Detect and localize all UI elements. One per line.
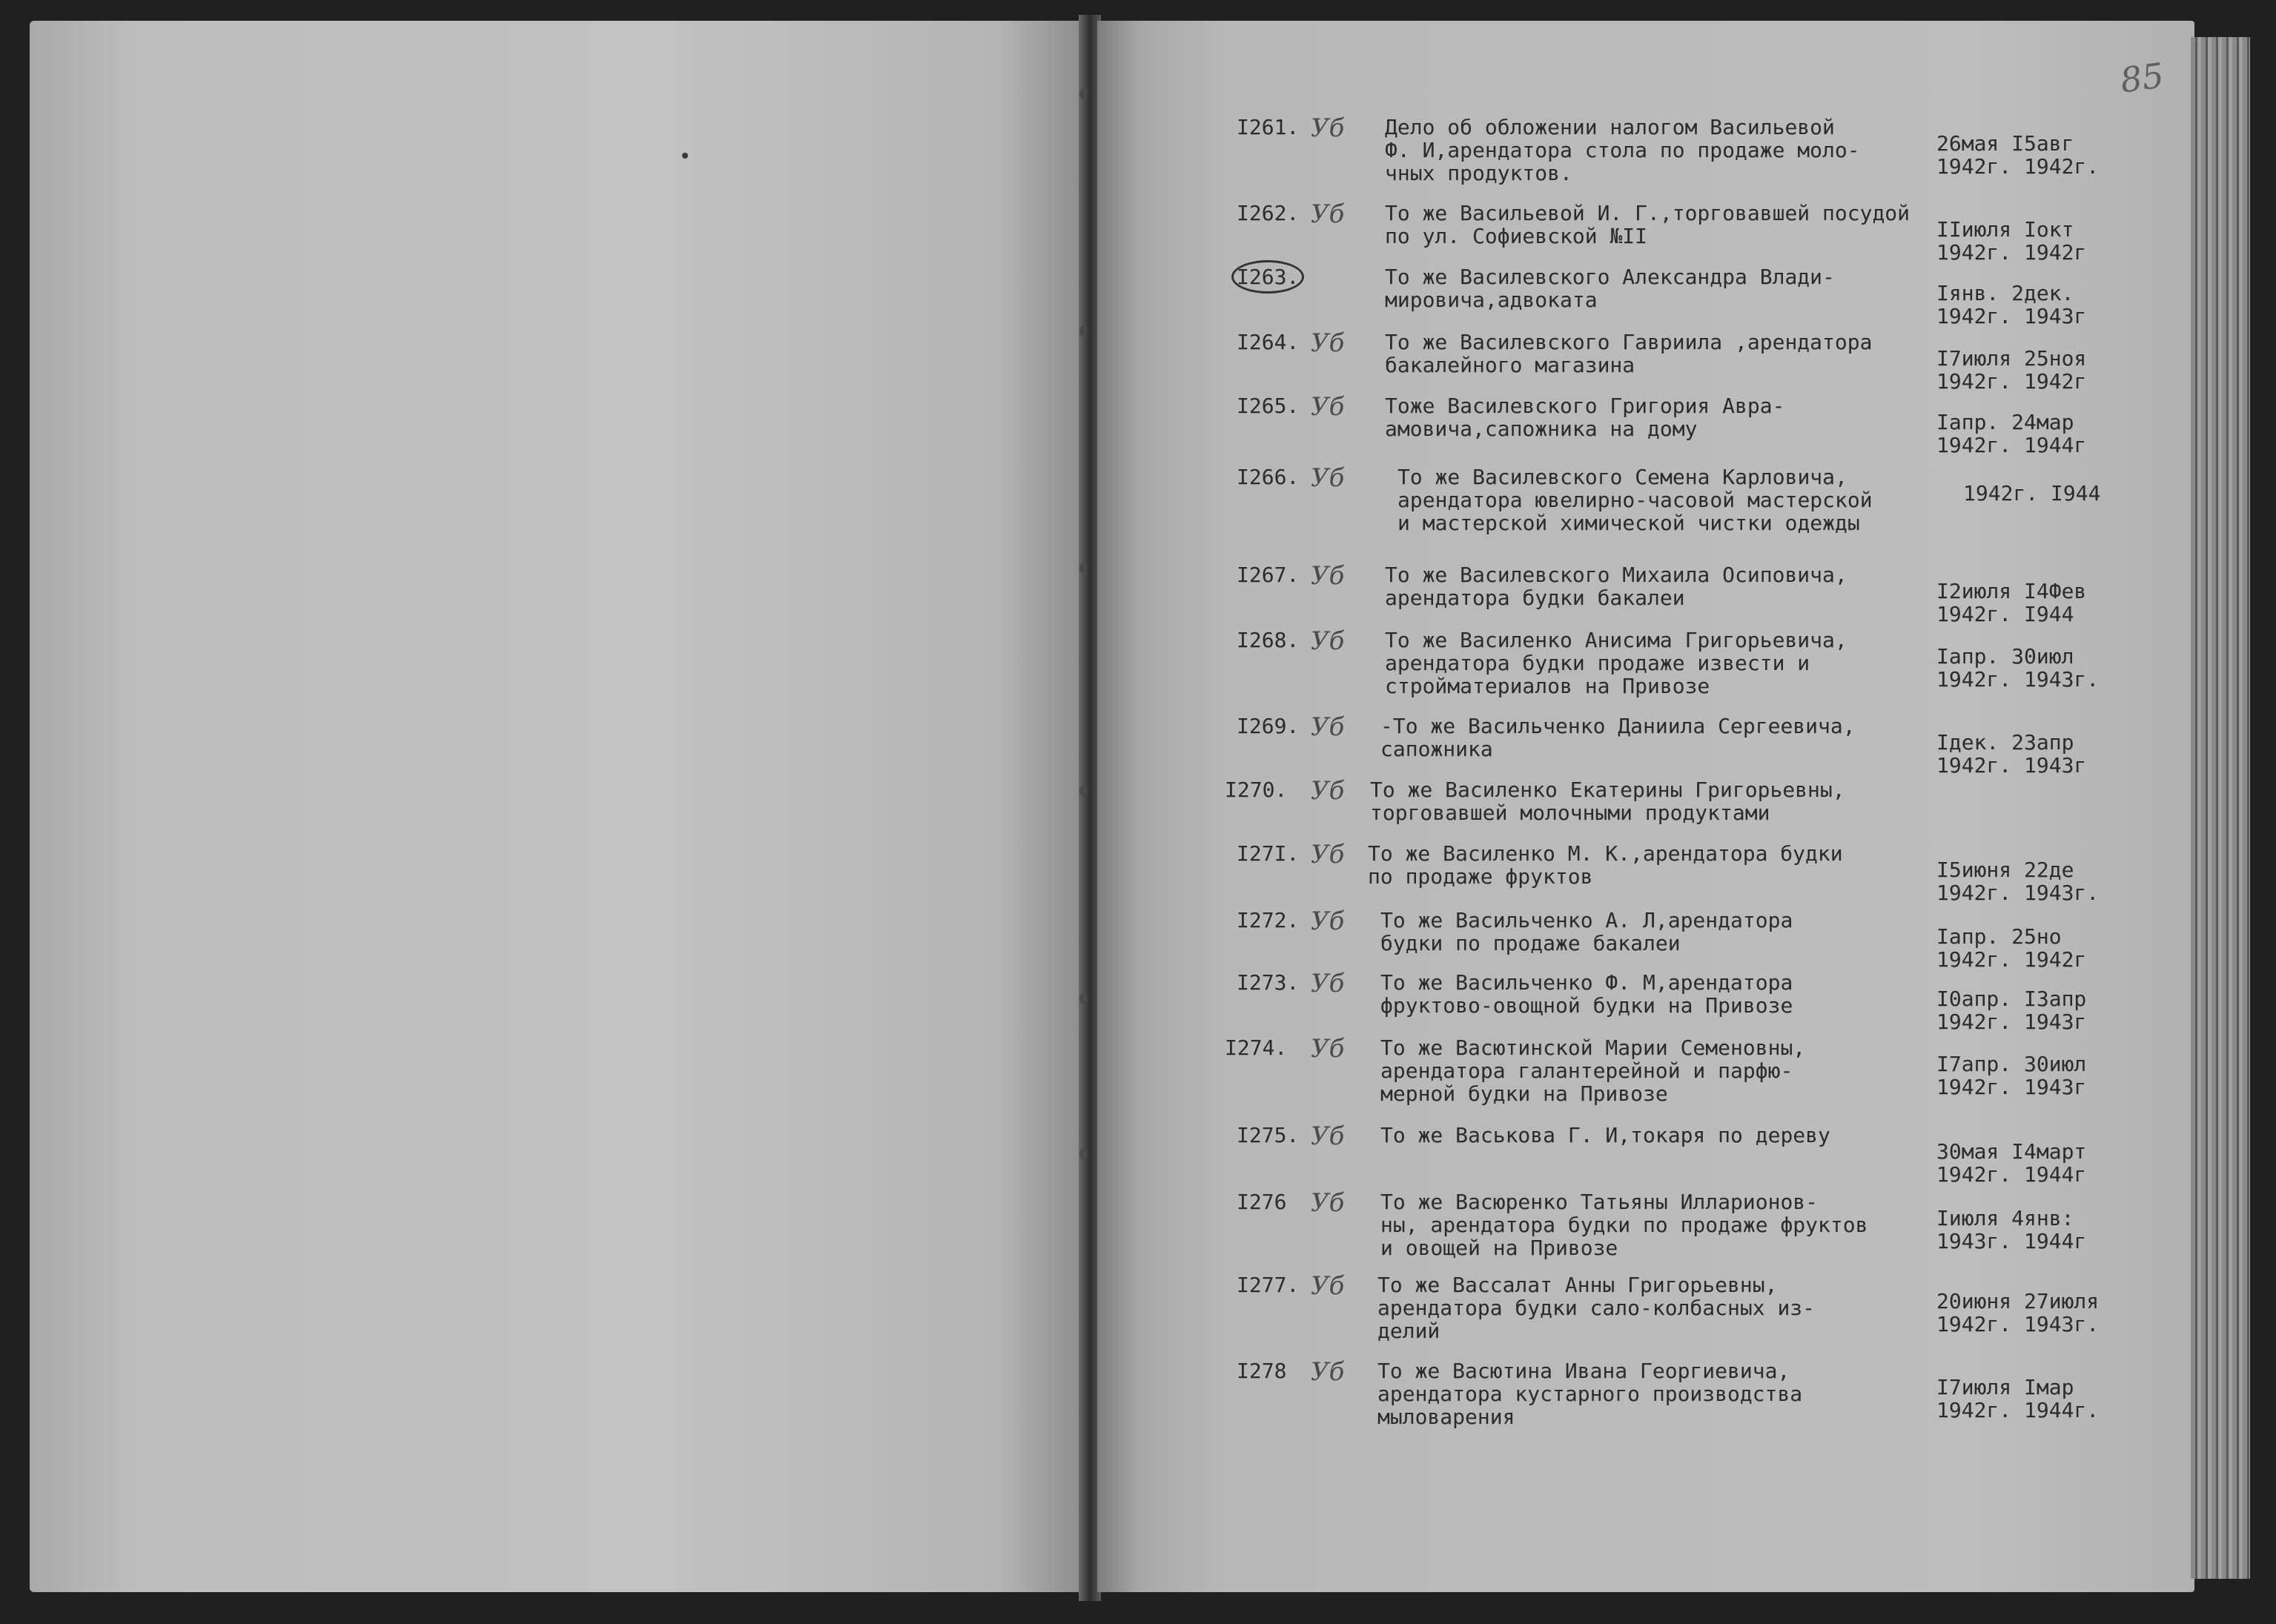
date-range-years: 1942г. 1943г [1936, 1075, 2087, 1099]
entry-description [1385, 629, 1919, 697]
date-range-years: 1942г. 1943г [1936, 304, 2087, 328]
description-line: мировича,адвоката [1385, 288, 1598, 312]
description-line: мерной будки на Привозе [1380, 1081, 1668, 1106]
entry-dates [1936, 987, 2107, 1033]
date-range-days: Iдек. 23апр [1936, 730, 2074, 755]
date-range-days: I5июня 22де [1936, 858, 2074, 882]
date-range-days: Iянв. 2дек. [1936, 281, 2074, 305]
description-line: То же Васютина Ивана Георгиевича, [1377, 1359, 1790, 1383]
entry-number: I267. [1237, 563, 1300, 587]
date-range-days: IIиюля Iокт [1936, 217, 2074, 242]
description-line: То же Василенко Анисима Григорьевича, [1385, 628, 1847, 652]
date-range-years: 1942г. 1944г [1936, 433, 2087, 457]
entry-dates [1936, 858, 2107, 904]
description-line: То же Василевского Гавриила ,арендатора [1385, 330, 1873, 354]
description-line: То же Вассалат Анны Григорьевны, [1377, 1273, 1778, 1297]
entry-number: I27I. [1237, 841, 1300, 866]
date-range-years: 1942г. 1943г [1936, 753, 2087, 778]
date-range-years: 1942г. 1943г. [1936, 881, 2100, 905]
entry-description [1380, 1124, 1914, 1147]
description-line: То же Василевского Михаила Осиповича, [1385, 563, 1847, 587]
date-range-years: 1942г. 1943г. [1936, 667, 2100, 692]
entry-description [1368, 842, 1902, 888]
entry-description [1385, 331, 1919, 377]
date-range-days: I7июля Iмар [1936, 1375, 2074, 1399]
date-range-years: 1942г. 1942г. [1936, 154, 2100, 179]
folio-number: 85 [2117, 55, 2167, 101]
entry-description [1385, 202, 1919, 248]
handwritten-mark: Уб [1311, 776, 1345, 806]
entry-dates [1936, 1207, 2107, 1253]
entry-description [1385, 394, 1919, 440]
entry-dates [1936, 282, 2107, 328]
entry-number: I272. [1237, 908, 1300, 932]
entry-description [1377, 1273, 1911, 1342]
entry-description [1380, 1190, 1914, 1259]
description-line: -То же Васильченко Даниила Сергеевича, [1380, 714, 1856, 738]
description-line: арендатора будки продаже извести и [1385, 651, 1810, 675]
description-line: и овощей на Привозе [1380, 1236, 1618, 1260]
handwritten-mark: Уб [1311, 113, 1345, 143]
description-line: будки по продаже бакалеи [1380, 931, 1681, 955]
handwritten-mark: Уб [1311, 392, 1345, 422]
date-range-days: I0апр. I3апр [1936, 987, 2087, 1011]
description-line: арендатора ювелирно-часовой мастерской [1397, 488, 1873, 512]
description-line: То же Васькова Г. И,токаря по дереву [1380, 1123, 1830, 1147]
entry-dates [1936, 1053, 2107, 1098]
date-range-days: 26мая I5авг [1936, 131, 2074, 156]
entry-number: I276 [1237, 1190, 1287, 1214]
description-line: по продаже фруктов [1368, 864, 1593, 889]
handwritten-mark: Уб [1311, 907, 1345, 936]
handwritten-mark: Уб [1311, 463, 1345, 493]
date-range-years: 1942г. I944 [1936, 602, 2074, 626]
handwritten-mark: Уб [1311, 561, 1345, 591]
handwritten-mark: Уб [1311, 626, 1345, 656]
description-line: сапожника [1380, 737, 1493, 761]
entry-number: I270. [1225, 778, 1288, 802]
description-line: арендатора галантерейной и парфю- [1380, 1058, 1793, 1083]
handwritten-mark: Уб [1311, 328, 1345, 358]
entry-number: I278 [1237, 1359, 1287, 1383]
handwritten-mark: Уб [1311, 199, 1345, 229]
handwritten-mark: Уб [1311, 1034, 1345, 1064]
description-line: торговавшей молочными продуктами [1370, 801, 1770, 825]
date-range-days: Iапр. 30июл [1936, 644, 2074, 669]
date-range-years: 1943г. 1944г [1936, 1229, 2087, 1253]
description-line: То же Васильченко Ф. М,арендатора [1380, 970, 1793, 995]
entry-number: I275. [1237, 1123, 1300, 1147]
handwritten-mark: Уб [1311, 1121, 1345, 1151]
entry-description [1377, 1359, 1911, 1428]
description-line: чных продуктов. [1385, 161, 1572, 185]
entry-description [1370, 778, 1904, 824]
handwritten-mark: Уб [1311, 840, 1345, 869]
entry-number: I266. [1237, 465, 1300, 489]
entry-dates [1936, 411, 2107, 457]
description-line: То же Василевского Семена Карловича, [1397, 465, 1847, 489]
entry-number: I269. [1237, 714, 1300, 738]
description-line: То же Васильевой И. Г.,торговавшей посудой [1385, 201, 1911, 225]
handwritten-mark: Уб [1311, 712, 1345, 742]
entry-dates [1963, 482, 2134, 505]
handwritten-mark: Уб [1311, 1271, 1345, 1301]
entry-number: I268. [1237, 628, 1300, 652]
description-line: мыловарения [1377, 1405, 1515, 1429]
description-line: и мастерской химической чистки одежды [1397, 511, 1860, 535]
description-line: То же Василевского Александра Влади- [1385, 265, 1835, 289]
entry-dates [1936, 731, 2107, 777]
entry-description [1380, 909, 1914, 955]
date-range-years: 1942г. 1942г [1936, 240, 2087, 265]
entry-dates [1936, 218, 2107, 264]
entry-description [1380, 1036, 1914, 1105]
entry-dates [1936, 1376, 2107, 1422]
date-range-years: 1942г. 1944г [1936, 1162, 2087, 1187]
date-range-years: 1942г. 1942г [1936, 947, 2087, 972]
date-range-days: I2июля I4Фев [1936, 579, 2087, 603]
description-line: Дело об обложении налогом Васильевой [1385, 115, 1835, 139]
entry-description [1385, 116, 1919, 185]
entry-dates [1936, 645, 2107, 691]
description-line: То же Васильченко А. Л,арендатора [1380, 908, 1793, 932]
entry-description [1385, 563, 1919, 609]
description-line: То же Васютинской Марии Семеновны, [1380, 1035, 1806, 1060]
entry-description [1385, 265, 1919, 311]
date-range-days: 30мая I4март [1936, 1139, 2087, 1164]
entry-dates [1936, 347, 2107, 393]
description-line: бакалейного магазина [1385, 353, 1635, 377]
date-range-days: 20июня 27июля [1936, 1289, 2100, 1313]
entry-number: I273. [1237, 970, 1300, 995]
entry-dates [1936, 925, 2107, 971]
entry-number: I263. [1237, 265, 1300, 289]
date-range-days: Iапр. 25но [1936, 924, 2062, 949]
entry-description [1380, 971, 1914, 1017]
description-line: фруктово-овощной будки на Привозе [1380, 993, 1793, 1018]
entry-dates [1936, 580, 2107, 626]
entry-dates [1936, 1140, 2107, 1186]
entry-number: I265. [1237, 394, 1300, 418]
entry-number: I264. [1237, 330, 1300, 354]
description-line: по ул. Софиевской №II [1385, 224, 1648, 248]
description-line: арендатора будки бакалеи [1385, 586, 1685, 610]
description-line: арендатора кустарного производства [1377, 1382, 1803, 1406]
description-line: Тоже Василевского Григория Авра- [1385, 394, 1785, 418]
entry-dates [1936, 1290, 2107, 1336]
description-line: делий [1377, 1319, 1440, 1343]
date-range-years: 1942г. 1944г. [1936, 1398, 2100, 1422]
description-line: То же Василенко Екатерины Григорьевны, [1370, 778, 1845, 802]
date-range-days: Iапр. 24мар [1936, 410, 2074, 434]
entry-number: I277. [1237, 1273, 1300, 1297]
description-line: ны, арендатора будки по продаже фруктов [1380, 1213, 1868, 1237]
date-range-days: I7апр. 30июл [1936, 1052, 2087, 1076]
description-line: стройматериалов на Привозе [1385, 674, 1710, 698]
date-range-days: 1942г. I944 [1963, 481, 2101, 506]
entry-number: I261. [1237, 115, 1300, 139]
description-line: То же Васюренко Татьяны Илларионов- [1380, 1190, 1819, 1214]
date-range-years: 1942г. 1942г [1936, 369, 2087, 394]
entry-number: I274. [1225, 1035, 1288, 1060]
handwritten-mark: Уб [1311, 1188, 1345, 1218]
entry-description [1397, 465, 1931, 534]
entry-description [1380, 715, 1914, 760]
date-range-days: Iиюля 4янв: [1936, 1206, 2074, 1230]
date-range-years: 1942г. 1943г [1936, 1010, 2087, 1034]
entry-number: I262. [1237, 201, 1300, 225]
description-line: То же Василенко М. К.,арендатора будки [1368, 841, 1843, 866]
date-range-days: I7июля 25ноя [1936, 346, 2087, 371]
entry-dates [1936, 132, 2107, 178]
handwritten-mark: Уб [1311, 1357, 1345, 1387]
description-line: амовича,сапожника на дому [1385, 417, 1698, 441]
handwritten-mark: Уб [1311, 969, 1345, 998]
date-range-years: 1942г. 1943г. [1936, 1312, 2100, 1336]
description-line: Ф. И,арендатора стола по продаже моло- [1385, 138, 1860, 162]
description-line: арендатора будки сало-колбасных из- [1377, 1296, 1816, 1320]
